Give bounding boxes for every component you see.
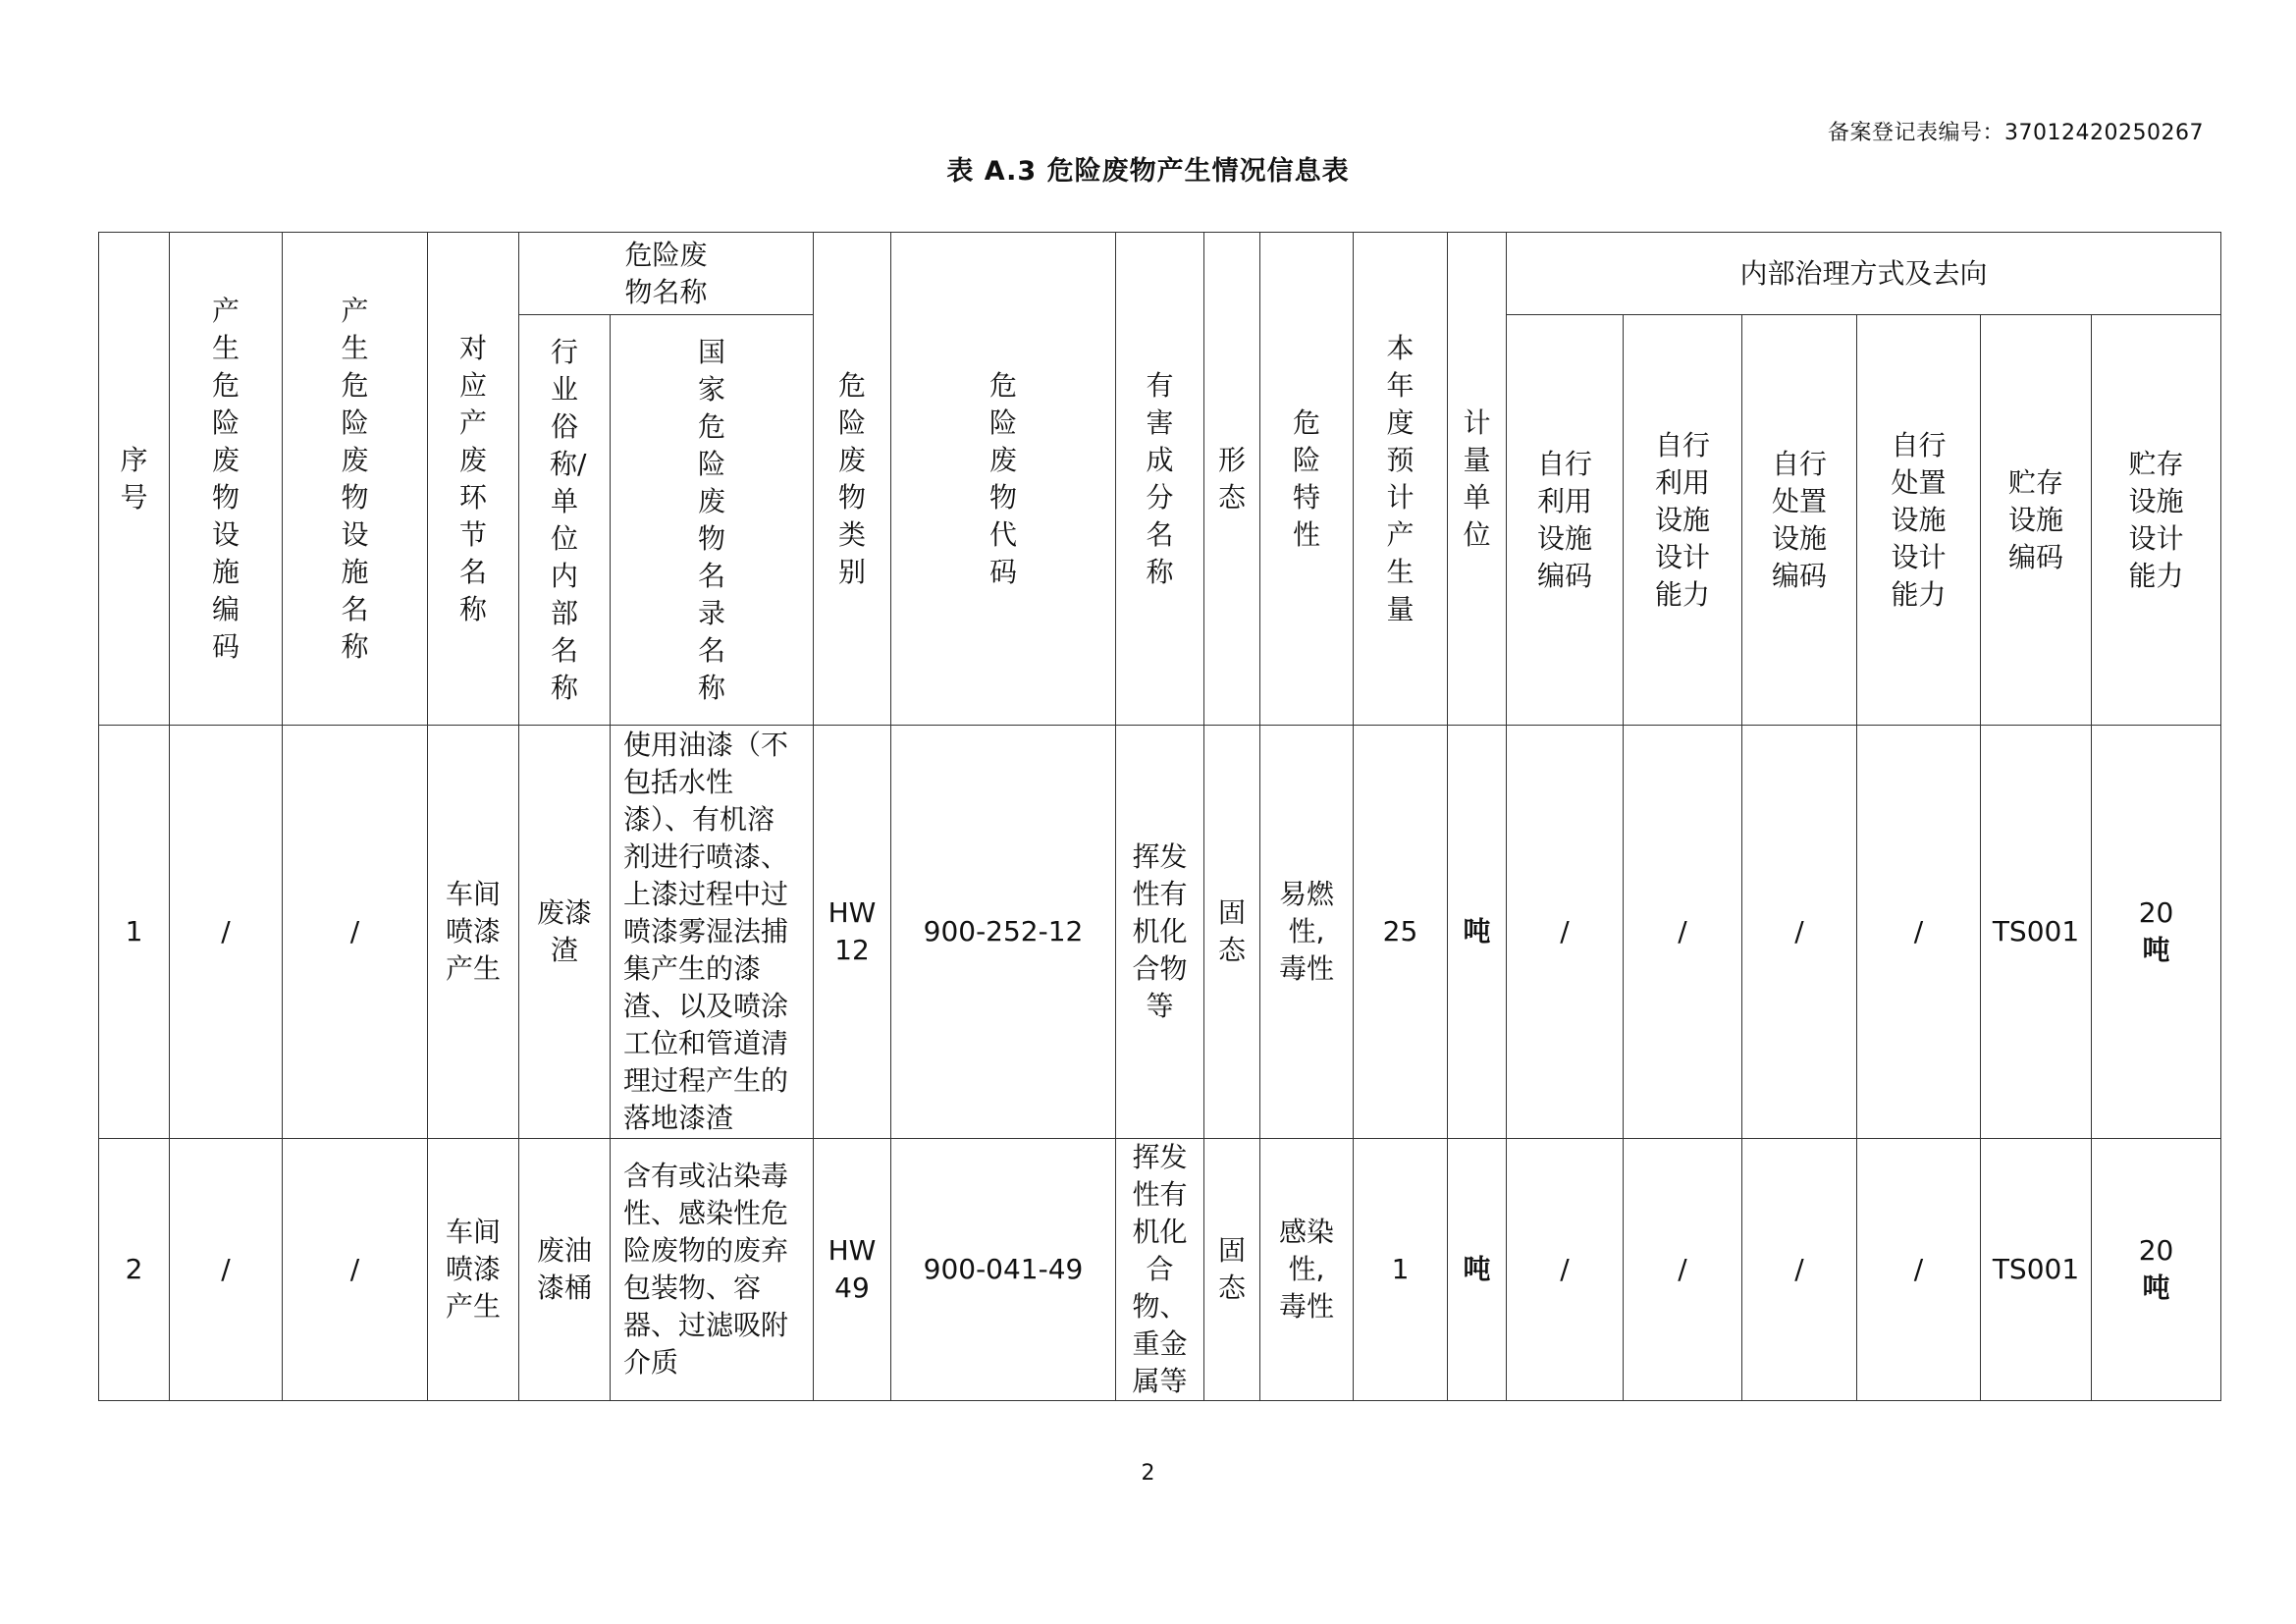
cell-self-disposal-code: / — [1742, 1139, 1857, 1401]
header-unit: 计量单位 — [1448, 233, 1507, 726]
header-storage-capacity: 贮存设施设计能力 — [2092, 315, 2221, 726]
header-self-use-code: 自行利用设施编码 — [1507, 315, 1624, 726]
cell-form: 固态 — [1204, 1139, 1260, 1401]
cell-self-use-capacity: / — [1624, 726, 1742, 1139]
cell-form: 固态 — [1204, 726, 1260, 1139]
cell-storage-code: TS001 — [1981, 1139, 2092, 1401]
cell-annual: 1 — [1354, 1139, 1448, 1401]
header-facility-code: 产生危险废物设施编码 — [170, 233, 283, 726]
header-facility-name: 产生危险废物设施名称 — [283, 233, 428, 726]
header-self-use-capacity: 自行利用设施设计能力 — [1624, 315, 1742, 726]
registration-number: 备案登记表编号：37012420250267 — [1828, 121, 2204, 145]
cell-hazard: 感染性,毒性 — [1260, 1139, 1354, 1401]
cell-self-disposal-capacity: / — [1857, 726, 1981, 1139]
header-row-1 — [99, 233, 2221, 315]
cell-industry-name: 废漆渣 — [519, 726, 611, 1139]
cell-storage-code: TS001 — [1981, 726, 2092, 1139]
cell-seq: 1 — [99, 726, 170, 1139]
storage-capacity-value: 20 — [2138, 896, 2174, 929]
cell-annual: 25 — [1354, 726, 1448, 1139]
cell-self-use-capacity: / — [1624, 1139, 1742, 1401]
cell-self-disposal-capacity: / — [1857, 1139, 1981, 1401]
cell-national-name: 含有或沾染毒性、感染性危险废物的废弃包装物、容器、过滤吸附介质 — [611, 1139, 814, 1401]
cell-unit: 吨 — [1448, 726, 1507, 1139]
cell-industry-name: 废油漆桶 — [519, 1139, 611, 1401]
cell-facility-code: / — [170, 726, 283, 1139]
cell-self-disposal-code: / — [1742, 726, 1857, 1139]
header-annual: 本年度预计产生量 — [1354, 233, 1448, 726]
header-internal-group: 内部治理方式及去向 — [1507, 233, 2221, 315]
cell-self-use-code: / — [1507, 726, 1624, 1139]
cell-code: 900-041-49 — [891, 1139, 1116, 1401]
header-hazard: 危险特性 — [1260, 233, 1354, 726]
header-process: 对应产废环节名称 — [428, 233, 519, 726]
cell-unit: 吨 — [1448, 1139, 1507, 1401]
table-title: 表 A.3 危险废物产生情况信息表 — [946, 156, 1350, 187]
storage-capacity-unit: 吨 — [2142, 1272, 2170, 1304]
page-number: 2 — [1141, 1461, 1155, 1486]
storage-capacity-value: 20 — [2138, 1234, 2174, 1267]
cell-seq: 2 — [99, 1139, 170, 1401]
header-seq: 序号 — [99, 233, 170, 726]
header-self-disposal-capacity: 自行处置设施设计能力 — [1857, 315, 1981, 726]
header-industry-name: 行业俗称/单位内部名称 — [519, 315, 611, 726]
header-code: 危险废物代码 — [891, 233, 1116, 726]
hazardous-waste-table — [98, 232, 2221, 1401]
cell-harmful: 挥发性有机化合物等 — [1116, 726, 1204, 1139]
header-self-disposal-code: 自行处置设施编码 — [1742, 315, 1857, 726]
header-waste-name-group: 危险废物名称 — [519, 233, 814, 315]
cell-hazard: 易燃性,毒性 — [1260, 726, 1354, 1139]
cell-category: HW12 — [814, 726, 891, 1139]
table-row — [99, 1139, 2221, 1401]
cell-facility-name: / — [283, 726, 428, 1139]
cell-process: 车间喷漆产生 — [428, 1139, 519, 1401]
header-national-name: 国家危险废物名录名称 — [611, 315, 814, 726]
cell-national-name: 使用油漆（不包括水性漆）、有机溶剂进行喷漆、上漆过程中过喷漆雾湿法捕集产生的漆渣、以及喷涂工位和管道清理过程产生的落地漆渣 — [611, 726, 814, 1139]
cell-code: 900-252-12 — [891, 726, 1116, 1139]
cell-process: 车间喷漆产生 — [428, 726, 519, 1139]
header-storage-code: 贮存设施编码 — [1981, 315, 2092, 726]
header-form: 形态 — [1204, 233, 1260, 726]
cell-category: HW49 — [814, 1139, 891, 1401]
cell-storage-capacity — [2092, 1139, 2221, 1401]
cell-facility-name: / — [283, 1139, 428, 1401]
cell-storage-capacity — [2092, 726, 2221, 1139]
header-harmful: 有害成分名称 — [1116, 233, 1204, 726]
table-row — [99, 726, 2221, 1139]
storage-capacity-unit: 吨 — [2142, 934, 2170, 966]
cell-facility-code: / — [170, 1139, 283, 1401]
cell-harmful: 挥发性有机化合物、重金属等 — [1116, 1139, 1204, 1401]
cell-self-use-code: / — [1507, 1139, 1624, 1401]
header-category: 危险废物类别 — [814, 233, 891, 726]
